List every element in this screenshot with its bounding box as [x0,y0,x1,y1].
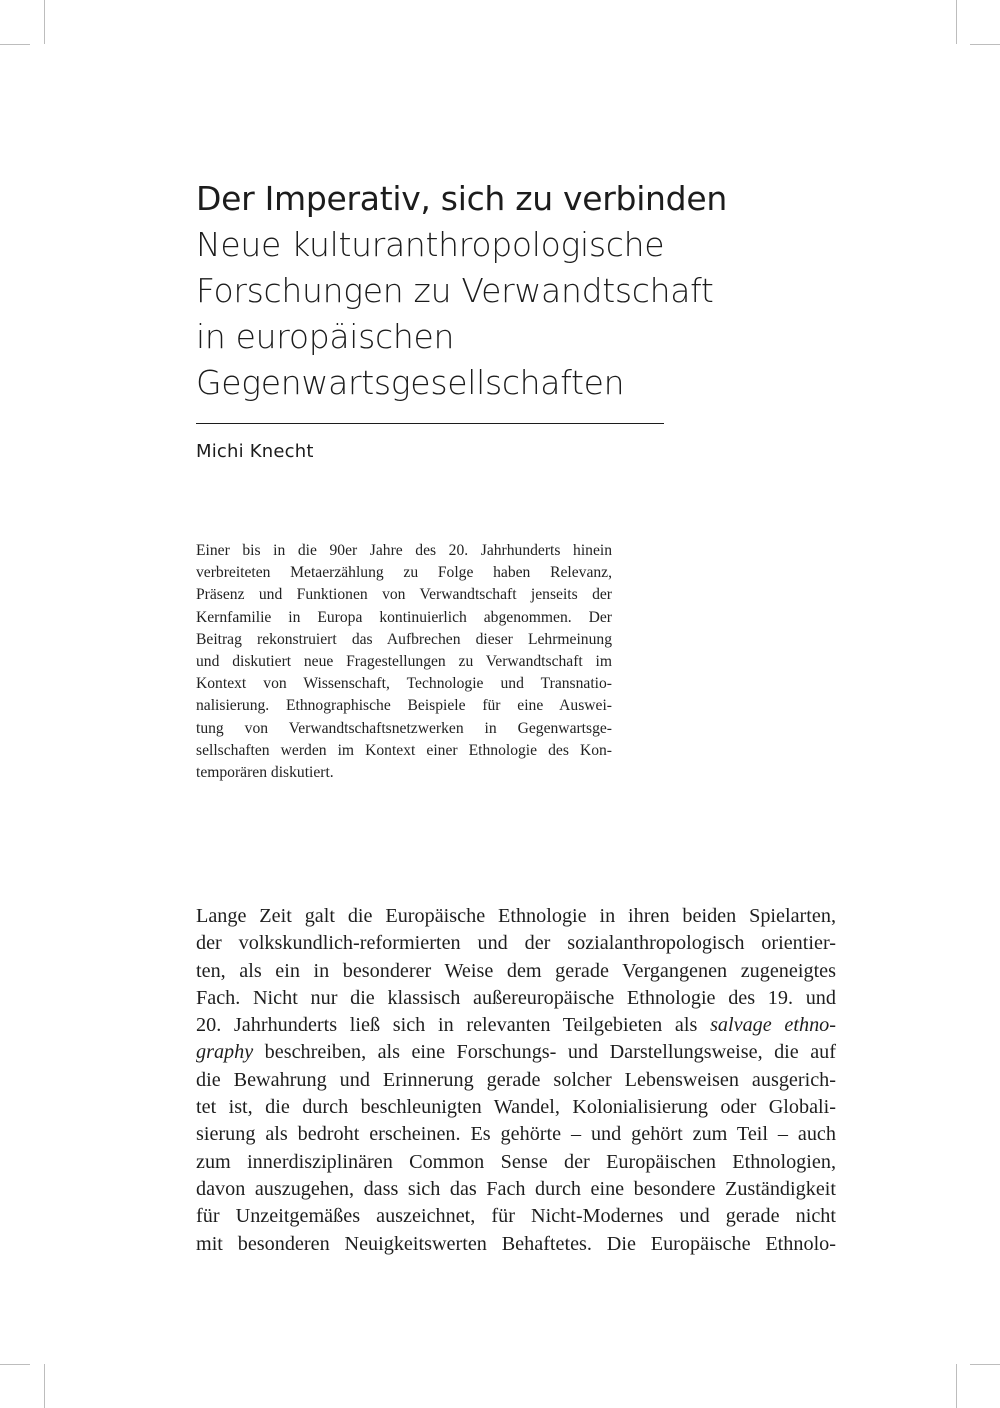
body-line [196,1012,836,1039]
crop-mark-bottom-right-v [956,1364,957,1408]
crop-mark-top-left-h [0,44,30,45]
body-line: mit besonderen Neuigkeitswerten Behaftetes. Die Europäische Ethnolo- [196,1232,836,1255]
abstract-line: verbreiteten Metaerzählung zu Folge haben Relevanz, [196,564,612,582]
crop-mark-bottom-left-v [44,1364,45,1408]
body-text-run: 20. Jahrhunderts ließ sich in relevanten Teilgebieten als [196,1014,711,1037]
body-line: Lange Zeit galt die Europäische Ethnologie in ihren beiden Spielarten, [196,905,836,927]
body-line [196,1039,836,1066]
crop-mark-bottom-right-h [970,1364,1000,1365]
abstract-line: nalisierung. Ethnographische Beispiele für eine Auswei- [196,697,612,715]
title-block [196,176,816,406]
body-line: sierung als bedroht erscheinen. Es gehörte – und gehört zum Teil – auch [196,1123,836,1146]
abstract-line: tung von Verwandtschaftsnetzwerken in Gegenwartsge- [196,719,612,737]
abstract-line: Kontext von Wissenschaft, Technologie und Transnatio- [196,675,612,693]
article-title: Der Imperativ, sich zu verbinden [196,179,727,218]
body-line: für Unzeitgemäßes auszeichnet, für Nicht-Modernes und gerade nicht [196,1205,836,1228]
body-line: tet ist, die durch beschleunigten Wandel, Kolonialisierung oder Globali- [196,1096,836,1119]
abstract-line: Kernfamilie in Europa kontinuierlich abgenommen. Der [196,608,612,626]
subtitle-line: Gegenwartsgesellschaften [196,363,625,402]
italic-term: salvage ethno- [710,1014,836,1037]
author-name: Michi Knecht [196,441,314,462]
abstract-line: Einer bis in die 90er Jahre des 20. Jahrhunderts hinein [196,542,612,559]
crop-mark-top-left-v [44,0,45,44]
abstract-line: und diskutiert neue Fragestellungen zu Verwandtschaft im [196,653,612,671]
body-paragraph [196,903,836,1258]
abstract-line: Präsenz und Funktionen von Verwandtschaft jenseits der [196,586,612,604]
subtitle-line: Neue kulturanthropologische [196,225,665,264]
body-line: ten, als ein in besonderer Weise dem gerade Vergangenen zugeneigtes [196,959,836,982]
body-line: Fach. Nicht nur die klassisch außereuropäische Ethnologie des 19. und [196,986,836,1009]
body-text-run: beschreiben, als eine Forschungs- und Darstellungsweise, die auf [253,1041,836,1064]
crop-mark-top-right-h [970,44,1000,45]
body-line: davon auszugehen, dass sich das Fach durch eine besondere Zuständigkeit [196,1177,836,1200]
body-line: der volkskundlich-reformierten und der sozialanthropologisch orientier- [196,932,836,955]
abstract [196,540,612,784]
body-line: zum innerdisziplinären Common Sense der Europäischen Ethnologien, [196,1150,836,1173]
abstract-line: sellschaften werden im Kontext einer Ethnologie des Kon- [196,741,612,759]
subtitle-line: Forschungen zu Verwandtschaft [196,271,714,310]
abstract-line: Beitrag rekonstruiert das Aufbrechen dieser Lehrmeinung [196,630,612,648]
subtitle-line: in europäischen [196,317,455,356]
crop-mark-top-right-v [956,0,957,44]
body-line: die Bewahrung und Erinnerung gerade solcher Lebensweisen ausgerich- [196,1068,836,1091]
title-divider [196,423,664,424]
crop-mark-bottom-left-h [0,1364,30,1365]
italic-term: graphy [196,1041,254,1064]
abstract-line: temporären diskutiert. [196,764,334,782]
